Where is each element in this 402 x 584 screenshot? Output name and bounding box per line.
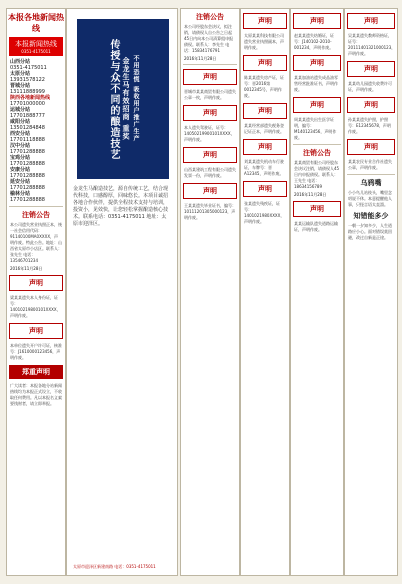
advert-footer: 太原市迎泽区新建南路 电话：0351-4175011 [73,564,156,569]
notice-title: 声明 [347,97,395,113]
notice-title: 声明 [347,61,395,77]
notice-body: 某某商贸有限公司经股东会决议注销，请债权人45日内申报债权。联系人：王先生 电话：18634156789 [294,160,340,189]
banner-line: 传授与众不同的酿造技艺 [108,38,119,160]
hotline-item: 太原分站 13931578122 [10,71,45,83]
notice-body: 周某某遗失出生医学证明，编号：M140123456，声明作废。 [294,117,337,140]
notice-title: 声明 [243,139,287,155]
hotline-title: 本报各地新闻热线 [8,13,64,33]
advert-body: 金龙生马酿造技艺，源自传统工艺，结合现代科技，口感醇厚，回味悠长。本项目诚招各地合作伙伴，提供全程技术支持与培训，投资小，见效快，让您轻松掌握酿造核心技术。联系电话：0351-4175011 地址：太原市迎泽区。 [73,186,169,227]
bottom-title: 郑重声明 [9,365,63,379]
notice-date: 2016年11月28日 [294,192,327,197]
notice-title: 声明 [293,55,341,71]
column-notices-4 [240,8,290,576]
notice-title: 注销公告 [22,211,50,219]
notice-body: 某某运输队遗失道路运输证，声明作废。 [294,221,338,232]
notice-body: 某某农民专业合作社遗失公章，声明作废。 [348,159,392,170]
bottom-body: 广大读者：本报各地分站新闻热线均为本报正式设立，不收取任何费用。凡以本报名义索要钱财者，请立即举报。 [10,383,62,406]
hotline-item: 陕西各地新闻热线 17701000000 [10,95,51,107]
notice-title: 声明 [183,147,237,163]
notice-body: 太原某某科技有限公司遗失营业执照副本，声明作废。 [244,33,284,50]
notice-title: 声明 [9,275,63,291]
notice-title: 声明 [183,69,237,85]
divider [9,206,63,207]
notice-body: 本单位遗失开户许可证，核准号：J1610000123456，声明作废。 [10,343,62,360]
notice-title: 声明 [293,97,341,113]
banner-line: 金龙生马有效招商 重奖 [122,57,130,141]
hotline-item: 晋城分站 13111888999 [10,83,45,95]
notice-title: 声明 [183,105,237,121]
notice-body: 某某幼儿园遗失收费许可证，声明作废。 [348,81,392,92]
hotline-item: 汉中分站 17701288888 [10,143,45,155]
notice-title: 声明 [243,103,287,119]
hotline-item: 咸阳分站 13501284848 [10,119,45,131]
hotline-item: 榆林分站 17701288888 [10,191,45,203]
notice-title: 声明 [243,181,287,197]
notice-body: 陈某某遗失房产证，证号：晋2016第0012345号，声明作废。 [244,75,284,98]
notice-title: 声明 [347,13,395,29]
divider [293,144,341,145]
notice-body: 本人遗失驾驶证，证号：14050219900101XXXX，声明作废。 [184,125,235,142]
notice-body: 赵某某遗失结婚证，证号：J140102-2010-001234，声明作废。 [294,33,334,50]
notice-title: 声明 [9,323,63,339]
hotline-item: 安康分站 17701288888 [10,167,45,179]
notice-body: 王某某遗失毕业证书，编号：10111201305000123，声明作废。 [184,203,236,220]
column-notices-3 [180,8,240,576]
notice-body: 山西某建筑工程有限公司遗失发票一份，声明作废。 [184,167,236,178]
banner-line: 不用恐慌 吸收用户推广生产 [132,55,139,143]
notice-title: 声明 [243,13,287,29]
notice-date: 2016年11月28日 [184,56,217,61]
notice-body: 梁某某遗失本人身份证，证号：14010219800101XXXX，声明作废。 [10,295,61,318]
notice-title: 声明 [293,201,341,217]
notice-title: 注销公告 [303,149,331,157]
notice-title: 声明 [347,139,395,155]
hotline-item: 延安分站 17701288888 [10,179,45,191]
hotline-item: 山西分站 0351-4175011 [10,59,47,71]
notice-title: 声明 [293,13,341,29]
notice-body: 张某遗失残疾证，证号：1401021980XXXX，声明作废。 [244,201,285,224]
notice-title: 声明 [243,55,287,71]
notice-body: 本公司遗失营业执照正本，统一社会信用代码：91140100MA0XXXX，声明作废。特此公告。地址：山西省太原市小店区。联系人：张先生 电话：13546701234 [10,222,62,263]
column-hotlines [6,8,66,576]
column-notices-6 [344,8,398,576]
hotline-item: 宝鸡分站 17701288888 [10,155,45,167]
notice-body: 某某加油站遗失成品油零售经营批准证书，声明作废。 [294,75,338,92]
hotline-item: 运城分站 17701888777 [10,107,45,119]
notice-title: 注销公告 [196,13,224,21]
notice-title: 声明 [183,183,237,199]
poem-title: 知错能多少 [353,212,389,220]
hotline-item: 西安分站 17701118888 [10,131,45,143]
hotline-list [10,59,62,203]
notice-date: 2016年11月28日 [10,266,43,271]
notice-body: 吴某某遗失教师资格证，证号：20111401321000123，声明作废。 [348,33,396,56]
notice-body: 晋城市某某商贸有限公司遗失公章一枚，声明作废。 [184,89,236,100]
notice-body: 孙某某遗失护照，护照号：E12345678，声明作废。 [348,117,391,134]
column-advert [66,8,178,576]
advert-banner [77,19,169,179]
hotline-main: 本报新闻热线 0351-4175011 [9,37,63,56]
notice-body: 刘某某遗失机动车行驶证，车牌号：晋A12345，声明作废。 [244,159,284,176]
poem-title: 乌鸦嘴 [360,179,382,187]
poem-body: 小小鸟儿站枝头，嘴里念叨说不休。本意提醒他人事，只怪言语太直溜。 [348,190,392,207]
notice-body: 某某经营部遗失税务登记证正本，声明作废。 [244,123,284,134]
divider [183,64,237,65]
column-notices-5 [290,8,344,576]
notice-body: 本公司经股东会决议，拟注销，请债权人自公告之日起45日内向本公司清算组申报债权。联系人：李先生 电话：15834176791 [184,24,234,53]
poem-body: 一朝一夕知多少，人生道路应小心。面对错误莫回避，改过自新是正途。 [348,223,392,240]
divider [347,174,395,175]
